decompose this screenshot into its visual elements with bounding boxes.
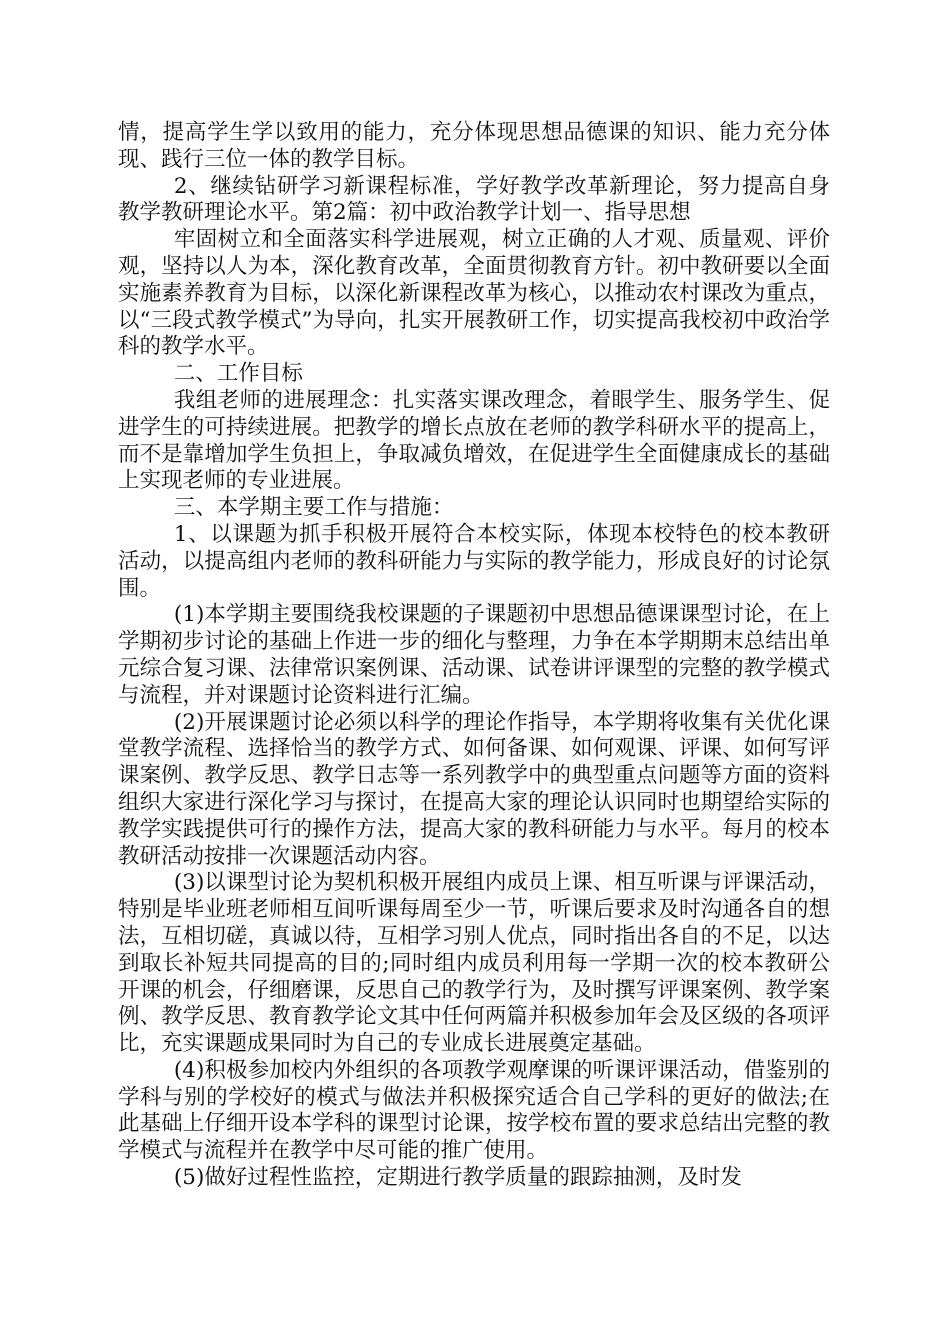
paragraph-sub-item-3: (3)以课型讨论为契机积极开展组内成员上课、相互听课与评课活动，特别是毕业班老师相互间听课每周至少一节，听课后要求及时沟通各自的想法，互相切磋，真诚以待，互相学习别人优点，同时指出各自的不足，以达到取长补短共同提高的目的;同时组内成员利用每一学期一次的校本教研公开课的机会，仔细磨课，反思自己的教学行为，及时撰写评课案例、教学案例、教学反思、教育教学论文其中任何两篇并积极参加年会及区级的各项评比，充实课题成果同时为自己的专业成长进展奠定基础。	[118, 870, 830, 1057]
paragraph-sub-item-1: (1)本学期主要围绕我校课题的子课题初中思想品德课课型讨论，在上学期初步讨论的基础上作进一步的细化与整理，力争在本学期期末总结出单元综合复习课、法律常识案例课、活动课、试卷讲评课型的完整的教学模式与流程，并对课题讨论资料进行汇编。	[118, 602, 830, 708]
section-heading-main-work: 三、本学期主要工作与措施：	[173, 495, 454, 521]
paragraph-sub-item-4: (4)积极参加校内外组织的各项教学观摩课的听课评课活动，借鉴别的学科与别的学校好的模式与做法并积极探究适合自己学科的更好的做法;在此基础上仔细开设本学科的课型讨论课，按学校布置的要求总结出完整的教学模式与流程并在教学中尽可能的推广使用。	[118, 1057, 830, 1164]
paragraph-work-goals: 我组老师的进展理念：扎实落实课改理念，着眼学生、服务学生、促进学生的可持续进展。把教学的增长点放在老师的教学科研水平的提高上，而不是靠增加学生负担上，争取减负增效，在促进学生全面健康成长的基础上实现老师的专业进展。	[118, 387, 830, 494]
paragraph-intro-continuation: 情，提高学生学以致用的能力，充分体现思想品德课的知识、能力充分体现、践行三位一体的教学目标。	[118, 120, 830, 172]
document-page	[118, 120, 830, 1192]
paragraph-sub-item-2: (2)开展课题讨论必须以科学的理论作指导，本学期将收集有关优化课堂教学流程、选择恰当的教学方式、如何备课、如何观课、评课、如何写评课案例、教学反思、教学日志等一系列教学中的典型重点问题等方面的资料组织大家进行深化学习与探讨，在提高大家的理论认识同时也期望给实际的教学实践提供可行的操作方法，提高大家的教科研能力与水平。每月的校本教研活动按排一次课题活动内容。	[118, 709, 830, 869]
paragraph-item-2: 2、继续钻研学习新课程标准，学好教学改革新理论，努力提高自身教学教研理论水平。第2篇：初中政治教学计划一、指导思想	[118, 173, 830, 226]
section-heading-work-goals: 二、工作目标	[173, 361, 303, 387]
paragraph-main-work-1: 1、以课题为抓手积极开展符合本校实际，体现本校特色的校本教研活动，以提高组内老师的教科研能力与实际的教学能力，形成良好的讨论氛围。	[118, 521, 830, 601]
paragraph-guiding-ideology: 牢固树立和全面落实科学进展观，树立正确的人才观、质量观、评价观，坚持以人为本，深化教育改革，全面贯彻教育方针。初中教研要以全面实施素养教育为目标，以深化新课程改革为核心，以推动农村课改为重点，以“三段式教学模式”为导向，扎实开展教研工作，切实提高我校初中政治学科的教学水平。	[118, 227, 830, 360]
paragraph-sub-item-5: (5)做好过程性监控，定期进行教学质量的跟踪抽测，及时发	[173, 1165, 742, 1191]
